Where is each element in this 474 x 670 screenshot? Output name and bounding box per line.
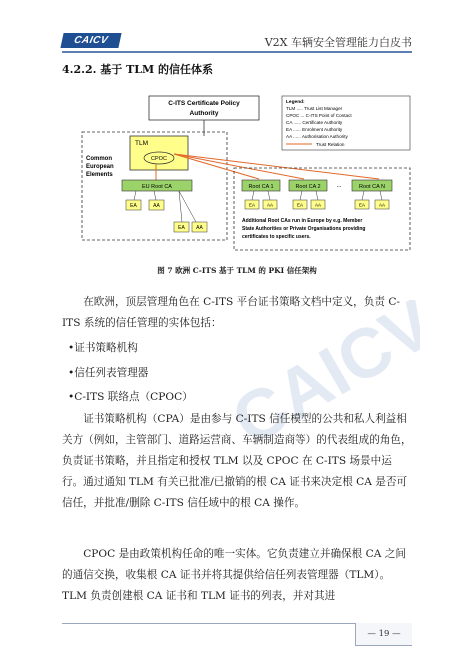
ea-label-rn: EA: [358, 202, 366, 208]
aa-label-1: AA: [153, 203, 160, 209]
aa-label-2: AA: [196, 225, 203, 231]
pki-trust-architecture-diagram: [64, 92, 414, 252]
tlm-label: TLM: [135, 140, 148, 147]
bullet-item: •信任列表管理器: [68, 366, 149, 379]
caicv-logo: CAICV: [60, 33, 121, 48]
legend-title: Legend:: [286, 100, 305, 105]
legend-item-ca: CA ...... Certificate Authority: [286, 120, 343, 125]
page-number: — 19 —: [355, 623, 412, 646]
header-rule: [62, 51, 412, 53]
root-ca-1-label: Root CA 1: [248, 184, 274, 190]
policy-authority-label-2: Authority: [189, 110, 219, 117]
aa-label-r1: AA: [266, 202, 274, 208]
bullet-item: •C-ITS 联络点（CPOC）: [68, 391, 193, 403]
bullet-item: •证书策略机构: [68, 342, 138, 354]
legend-item-aa: AA ...... Authorisation Authority: [286, 134, 348, 139]
root-ca-n-label: Root CA N: [359, 184, 385, 190]
legend-item-ea: EA ...... Enrolment Authority: [286, 127, 343, 132]
svg-text:CAICV: CAICV: [219, 300, 420, 461]
ea-label-2: EA: [178, 225, 185, 231]
common-elements-label-1: Common: [86, 156, 112, 162]
eu-root-ca-label: EU Root CA: [142, 184, 172, 190]
common-elements-label-3: Elements: [86, 172, 113, 178]
policy-authority-label-1: C-ITS Certificate Policy: [168, 100, 240, 107]
ea-label-r2: EA: [296, 202, 304, 208]
bullet-list: [68, 336, 193, 410]
trust-line-3: [174, 154, 379, 179]
trust-line-2: [174, 154, 304, 179]
paragraph-3: CPOC 是由政策机构任命的唯一实体。它负责建立并确保根 CA 之间的通信交换，收集根 CA 证书并将其提供给信任列表管理器（TLM）。TLM 负责创建根 CA 证书和 TLM 证书的列表，并对其进: [62, 548, 406, 602]
additional-note-2: State Authorities or Private Organisations providing: [242, 226, 366, 232]
ea-label-r1: EA: [248, 202, 256, 208]
legend-item-tlm: TLM ..... Trust List Manager: [286, 106, 343, 111]
paragraph-2: 证书策略机构（CPA）是由参与 C-ITS 信任模型的公共和私人利益相关方（例如，主管部门、道路运营商、车辆制造商等）的代表组成的角色，负责证书策略，并且指定和授权 TLM 以及 CPOC 在 C-ITS 场景中运行。通过通知 TLM 有关已批准/已撤销的根 CA 证书来决定根 CA 是否可信任，并批准/删除 C-ITS 信任域中的根 CA 操作。: [62, 413, 412, 509]
aa-label-r2: AA: [314, 202, 322, 208]
paragraph-1: 在欧洲，顶层管理角色在 C-ITS 平台证书策略文档中定义，负责 C-ITS 系统的信任管理的实体包括：: [62, 296, 401, 329]
additional-note-1: Additional Root CAs run in Europe by e.g. Member: [242, 218, 363, 224]
root-ca-ellipsis: ...: [336, 183, 342, 189]
header-title: V2X 车辆安全管理能力白皮书: [264, 36, 412, 49]
figure-caption: 图 7 欧洲 C-ITS 基于 TLM 的 PKI 信任架构: [157, 266, 317, 275]
aa-label-rn: AA: [378, 202, 386, 208]
section-heading: 4.2.2. 基于 TLM 的信任体系: [62, 63, 214, 76]
cpoc-label: CPOC: [151, 156, 167, 162]
additional-note-3: certificates to specific users.: [242, 234, 311, 240]
ea-label-1: EA: [130, 203, 137, 209]
common-elements-label-2: European: [86, 164, 114, 170]
legend-item-trust: Trust Relation: [316, 142, 345, 147]
legend-item-cpoc: CPOC ... C-ITS Point of Contact: [286, 113, 352, 118]
root-ca-2-label: Root CA 2: [295, 184, 321, 190]
